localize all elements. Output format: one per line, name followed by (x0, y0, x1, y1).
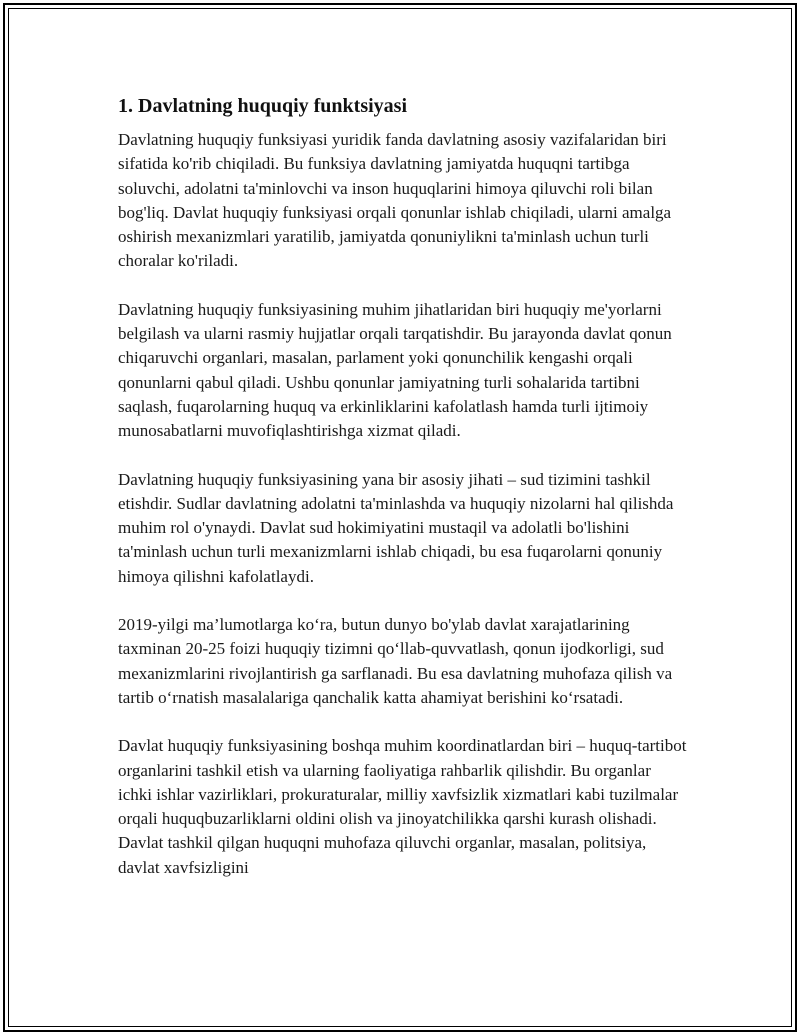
paragraph-3: Davlatning huquqiy funksiyasining yana bir asosiy jihati – sud tizimini tashkil etishdir. Sudlar davlatning adolatni ta'minlashda va huquqiy nizolarni hal qilishda muhim rol o'ynaydi. Davlat sud hokimiyatini mustaqil va adolatli bo'lishini ta'minlash uchun turli mexanizmlarni ishlab chiqadi, bu esa fuqarolarni qonuniy himoya qilishni kafolatlaydi. (118, 469, 674, 586)
paragraph-4: 2019-yilgi ma’lumotlarga ko‘ra, butun dunyo bo'ylab davlat xarajatlarining taxminan 20-25 foizi huquqiy tizimni qo‘llab-quvvatlash, qonun ijodkorligi, sud mexanizmlarini rivojlantirish ga sarflanadi. Bu esa davlatning muhofaza qilish va tartib o‘rnatish masalalariga qanchalik katta ahamiyat berishini ko‘rsatadi. (118, 615, 673, 707)
document-body (118, 92, 688, 904)
paragraph-5: Davlat huquqiy funksiyasining boshqa muhim koordinatlardan biri – huquq-tartibot organlarini tashkil etish va ularning faoliyatiga rahbarlik qilishdir. Bu organlar ichki ishlar vazirliklari, prokuraturalar, milliy xavfsizlik xizmatlari kabi tuzilmalar orqali huquqbuzarliklarni oldini olish va jinoyatchilikka qarshi kurash olishadi. Davlat tashkil qilgan huquqni muhofaza qiluvchi organlar, masalan, politsiya, davlat xavfsizligini (118, 736, 687, 877)
paragraph-1: Davlatning huquqiy funksiyasi yuridik fanda davlatning asosiy vazifalaridan biri sifatida ko'rib chiqiladi. Bu funksiya davlatning jamiyatda huquqni tartibga soluvchi, adolatni ta'minlovchi va inson huquqlarini himoya qiluvchi roli bilan bog'liq. Davlat huquqiy funksiyasi orqali qonunlar ishlab chiqiladi, ularni amalga oshirish mexanizmlari yaratilib, jamiyatda qonuniylikni ta'minlash uchun turli choralar ko'riladi. (118, 130, 672, 271)
paragraph-2: Davlatning huquqiy funksiyasining muhim jihatlaridan biri huquqiy me'yorlarni belgilash va ularni rasmiy hujjatlar orqali tarqatishdir. Bu jarayonda davlat qonun chiqaruvchi organlari, masalan, parlament yoki qonunchilik kengashi orqali qonunlarni qabul qiladi. Ushbu qonunlar jamiyatning turli sohalarida tartibni saqlash, fuqarolarning huquq va erkinliklarini kafolatlash hamda turli ijtimoiy munosabatlarni muvofiqlashtirishga xizmat qiladi. (118, 299, 672, 441)
section-heading: 1. Davlatning huquqiy funktsiyasi (118, 95, 408, 117)
